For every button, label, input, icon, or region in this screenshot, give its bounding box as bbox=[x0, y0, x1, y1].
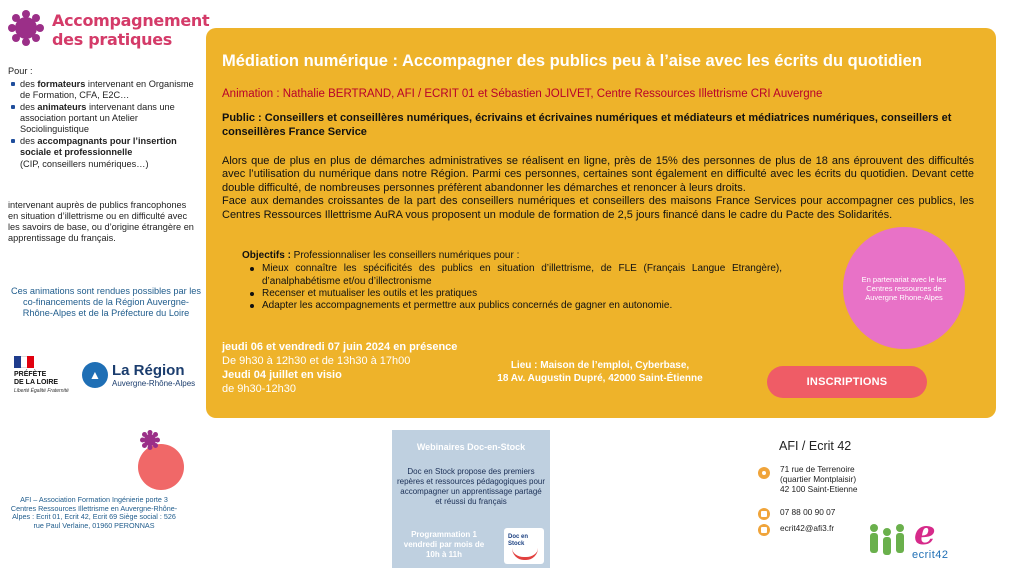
brand-title bbox=[52, 11, 209, 49]
audience-description: intervenant auprès de publics francophones en situation d’illettrisme ou en difficulté avec les savoirs de base, ou d’origine étrangère en apprentissage du français. bbox=[8, 200, 194, 243]
objectives-label: Objectifs : bbox=[242, 250, 291, 261]
doc-en-stock-logo[interactable]: Doc en Stock bbox=[504, 528, 544, 564]
mail-icon bbox=[758, 524, 770, 536]
contact-email[interactable]: ecrit42@afi3.fr bbox=[780, 523, 835, 533]
pour-label: Pour : bbox=[8, 66, 33, 76]
decorative-circle bbox=[138, 444, 184, 490]
training-title: Médiation numérique : Accompagner des publics peu à l’aise avec les écrits du quotidien bbox=[222, 52, 922, 70]
prefecture-logo: PRÉFÈTE DE LA LOIRE Liberté Égalité Fraternité bbox=[14, 356, 70, 395]
venue: Lieu : Maison de l’emploi, Cyberbase, 18 Av. Augustin Dupré, 42000 Saint-Étienne bbox=[497, 360, 703, 384]
ecrit42-logo: e ecrit42 bbox=[912, 513, 949, 561]
flower-logo-icon bbox=[8, 10, 44, 46]
french-flag-icon bbox=[14, 356, 34, 368]
contact-title: AFI / Ecrit 42 bbox=[779, 439, 852, 453]
objective-item: Recenser et mutualiser les outils et les pratiques bbox=[250, 288, 782, 300]
public-line: Public : Conseillers et conseillères numériques, écrivains et écrivaines numériques et médiateurs et médiatrices numériques, conseillers et conseillères France Service bbox=[222, 112, 952, 138]
training-description: Alors que de plus en plus de démarches administratives se réalisent en ligne, près de 15% des personnes de plus de 18 ans éprouvent des difficultés avec l’utilisation du numérique dans notre Région. Parmi ces personnes, certaines sont également en difficulté avec les écrits du quotidien. Devant cette double difficulté, de nombreuses personnes préfèrent abandonner les démarches et renoncer à leurs droits. Face aux demandes croissantes de la part des conseillers numériques et conseillers des maisons France Services pour accompagner ces publics, les Centres Ressources Illettrisme AuRA vous proposent un module de formation de 2,5 jours financé dans le cadre du Pacte des Solidarités. bbox=[222, 155, 974, 221]
audience-item: des animateurs intervenant dans une association portant un Atelier Sociolinguistique bbox=[8, 102, 198, 135]
people-group-icon bbox=[866, 520, 908, 560]
afi-association-info: AFI – Association Formation Ingénierie porte 3 Centres Ressources Illettrisme en Auvergne-Rhône-Alpes : Ecrit 01, Ecrit 42, Ecrit 69 Siège social : 526 rue Paul Verlaine, 01960 PERONNAS bbox=[10, 495, 178, 530]
contact-address: 71 rue de Terrenoire (quartier Montplaisir) 42 100 Saint-Etienne bbox=[780, 464, 858, 494]
audience-item: des accompagnants pour l’insertion sociale et professionnelle bbox=[8, 136, 198, 158]
brand-line-1: Accompagnement bbox=[52, 11, 210, 30]
objective-item: Mieux connaître les spécificités des publics en situation d’illettrisme, de FLE (Français Langue Etrangère), d’analphabétisme et/ou d’illectronisme bbox=[250, 263, 782, 288]
location-pin-icon bbox=[758, 467, 770, 479]
region-mark-icon: ▲ bbox=[82, 362, 108, 388]
phone-icon bbox=[758, 508, 770, 520]
contact-phone[interactable]: 07 88 00 90 07 bbox=[780, 507, 836, 517]
audience-list bbox=[8, 66, 198, 170]
partner-badge: En partenariat avec le les Centres ressources de Auvergne Rhone-Alpes bbox=[843, 227, 965, 349]
cofinancing-note: Ces animations sont rendues possibles par les co-financements de la Région Auvergne-Rhône-Alpes et de la Préfecture du Loire bbox=[11, 286, 201, 318]
smile-arc-icon bbox=[512, 548, 538, 560]
animation-line: Animation : Nathalie BERTRAND, AFI / ECRIT 01 et Sébastien JOLIVET, Centre Ressources Illettrisme CRI Auvergne bbox=[222, 88, 823, 100]
session-dates: jeudi 06 et vendredi 07 juin 2024 en présence De 9h30 à 12h30 et de 13h30 à 17h00 Jeudi 04 juillet en visio de 9h30-12h30 bbox=[222, 341, 458, 395]
objective-item: Adapter les accompagnements et permettre aux publics concernés de gagner en autonomie. bbox=[250, 300, 782, 312]
webinaires-schedule: Programmation 1 vendredi par mois de 10h à 11h bbox=[403, 530, 485, 559]
objectives: Objectifs : Professionnaliser les conseillers numériques pour : Mieux connaître les spécificités des publics en situation d’illettrisme, de FLE (Français Langue Etrangère), d’analphabétisme et/ou d’illectronisme Recenser et mutualiser les outils et les pratiques Adapter les accompagnements et permettre aux publics concernés de gagner en autonomie. bbox=[242, 250, 782, 312]
region-logo: ▲ La Région Auvergne-Rhône-Alpes bbox=[82, 362, 200, 392]
brand-line-2: des pratiques bbox=[52, 30, 172, 49]
audience-item: des formateurs intervenant en Organisme de Formation, CFA, E2C… bbox=[8, 79, 198, 101]
webinaires-title: Webinaires Doc-en-Stock bbox=[416, 442, 526, 452]
cip-note: (CIP, conseillers numériques…) bbox=[20, 159, 149, 169]
webinaires-text: Doc en Stock propose des premiers repères et ressources pédagogiques pour accompagner un apprentissage partagé et réussi du français bbox=[396, 467, 546, 506]
inscriptions-button[interactable]: INSCRIPTIONS bbox=[767, 366, 927, 398]
small-flower-icon bbox=[140, 430, 160, 450]
